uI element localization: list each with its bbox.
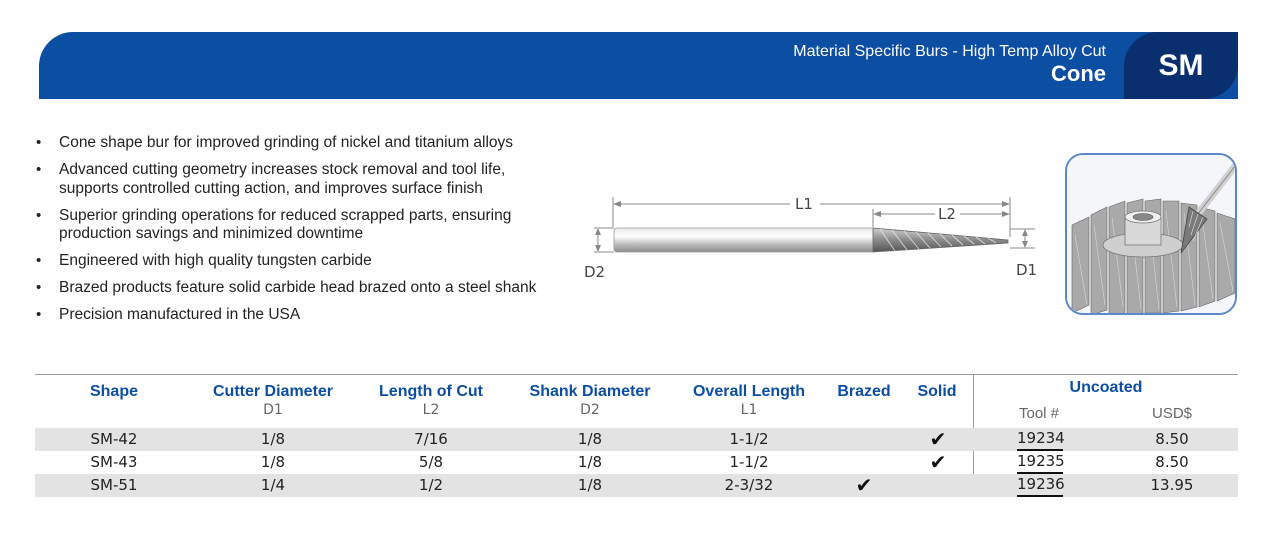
overall-length-cell: 2-3/32 <box>724 476 774 494</box>
category-subtitle: Material Specific Burs - High Temp Alloy Cut <box>793 43 1106 60</box>
series-code-badge: SM <box>1124 32 1238 99</box>
cutter-diameter-cell: 1/8 <box>260 430 286 448</box>
feature-list <box>36 134 596 333</box>
header-usd: USD$ <box>1151 405 1192 422</box>
length-of-cut-cell: 7/16 <box>414 430 448 448</box>
solid-cell <box>923 474 953 497</box>
dimension-diagram <box>580 185 1050 295</box>
header-cutter-diameter: Cutter Diameter <box>212 383 334 400</box>
header-brazed: Brazed <box>837 383 891 400</box>
bur-drawing <box>580 185 1050 295</box>
feature-item: • Advanced cutting geometry increases stock removal and tool life, supports controlled cutting action, and improves surface finish <box>36 161 556 198</box>
brazed-check-icon: ✔ <box>855 473 873 497</box>
length-of-cut-cell: 5/8 <box>418 453 444 471</box>
overall-length-cell: 1-1/2 <box>729 430 769 448</box>
table-row <box>35 451 1238 474</box>
l2-label: L2 <box>938 205 956 223</box>
header-uncoated: Uncoated <box>1069 379 1143 396</box>
shape-cell: SM-43 <box>90 453 138 471</box>
cutter-diameter-cell: 1/8 <box>260 453 286 471</box>
bur-grinding-illustration <box>1067 155 1237 315</box>
d1-label: D1 <box>1016 261 1038 279</box>
shank-diameter-cell: 1/8 <box>577 453 603 471</box>
feature-item: • Precision manufactured in the USA <box>36 306 596 325</box>
application-photo <box>1065 153 1237 315</box>
tool-number-link[interactable]: 19236 <box>1017 474 1063 497</box>
header-shank-diameter-sub: D2 <box>580 402 600 418</box>
product-title: Cone <box>1051 61 1106 86</box>
tool-number-link[interactable]: 19234 <box>1017 428 1063 451</box>
feature-item: • Cone shape bur for improved grinding of nickel and titanium alloys <box>36 134 596 153</box>
feature-item: • Engineered with high quality tungsten carbide <box>36 252 596 271</box>
feature-item: • Brazed products feature solid carbide head brazed onto a steel shank <box>36 279 596 298</box>
header-shank-diameter: Shank Diameter <box>529 383 651 400</box>
brazed-cell <box>849 451 879 474</box>
solid-check-icon: ✔ <box>929 427 947 451</box>
price-cell: 8.50 <box>1155 453 1189 471</box>
header-shape: Shape <box>89 383 138 400</box>
overall-length-cell: 1-1/2 <box>729 453 769 471</box>
shape-cell: SM-42 <box>90 430 138 448</box>
header-overall-length-sub: L1 <box>740 402 758 418</box>
table-top-rule <box>35 374 1238 375</box>
l1-label: L1 <box>795 195 813 213</box>
header-length-of-cut-sub: L2 <box>422 402 440 418</box>
cutter-diameter-cell: 1/4 <box>260 476 286 494</box>
header-tool-number: Tool # <box>1018 405 1060 422</box>
shank-diameter-cell: 1/8 <box>577 430 603 448</box>
solid-check-icon: ✔ <box>929 450 947 474</box>
table-row <box>35 474 1238 497</box>
brazed-cell <box>849 428 879 451</box>
header-cutter-diameter-sub: D1 <box>263 402 283 418</box>
header-solid: Solid <box>917 383 957 400</box>
shank-diameter-cell: 1/8 <box>577 476 603 494</box>
feature-item: • Superior grinding operations for reduced scrapped parts, ensuring production savings and minimized downtime <box>36 207 556 244</box>
shape-cell: SM-51 <box>90 476 138 494</box>
header-banner <box>39 32 1238 99</box>
length-of-cut-cell: 1/2 <box>418 476 444 494</box>
tool-number-link[interactable]: 19235 <box>1017 451 1063 474</box>
header-length-of-cut: Length of Cut <box>379 383 483 400</box>
price-cell: 13.95 <box>1150 476 1194 494</box>
d2-label: D2 <box>584 263 606 281</box>
table-row <box>35 428 1238 451</box>
header-overall-length: Overall Length <box>692 383 806 400</box>
price-cell: 8.50 <box>1155 430 1189 448</box>
